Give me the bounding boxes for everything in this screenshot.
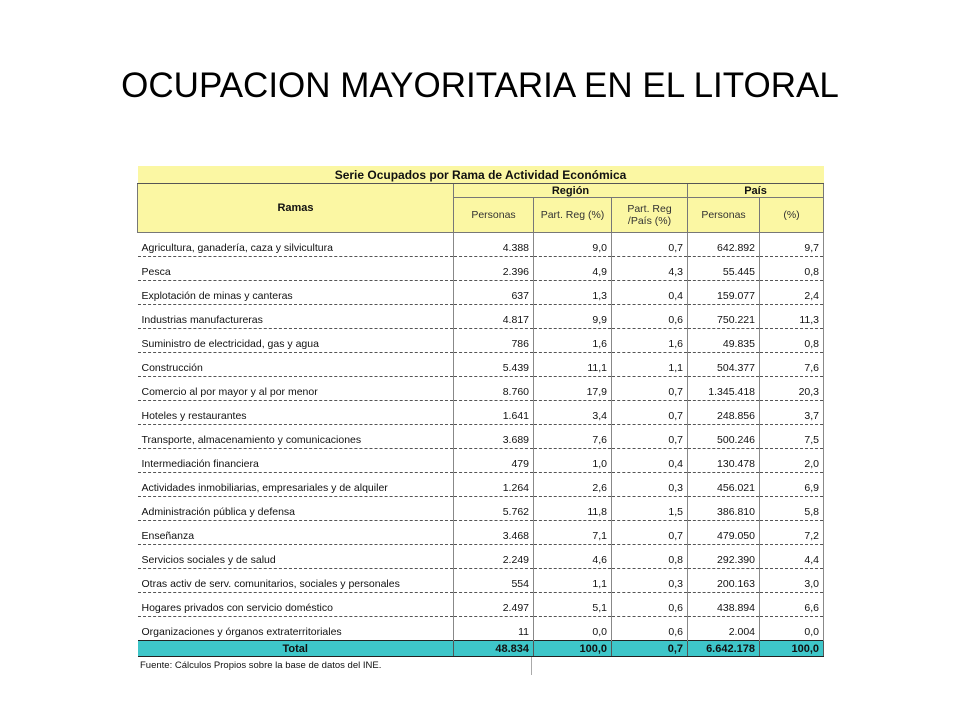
table-row — [138, 305, 824, 329]
part-pais-cell: 0,7 — [612, 425, 688, 449]
header-region: Región — [454, 184, 688, 198]
part-pais-cell: 0,7 — [612, 401, 688, 425]
rama-cell: Suministro de electricidad, gas y agua — [138, 329, 454, 353]
total-pais-pct: 100,0 — [760, 641, 824, 657]
pais-pct-cell: 11,3 — [760, 305, 824, 329]
part-pais-cell: 0,6 — [612, 617, 688, 641]
part-reg-cell: 17,9 — [534, 377, 612, 401]
total-row — [138, 641, 824, 657]
part-reg-cell: 4,9 — [534, 257, 612, 281]
table-row — [138, 497, 824, 521]
part-reg-cell: 2,6 — [534, 473, 612, 497]
table-row — [138, 569, 824, 593]
part-reg-cell: 11,1 — [534, 353, 612, 377]
pais-personas-cell: 292.390 — [688, 545, 760, 569]
personas-cell: 3.689 — [454, 425, 534, 449]
rama-cell: Hoteles y restaurantes — [138, 401, 454, 425]
total-part-pais: 0,7 — [612, 641, 688, 657]
rama-cell: Otras activ de serv. comunitarios, sociales y personales — [138, 569, 454, 593]
pais-pct-cell: 0,8 — [760, 257, 824, 281]
personas-cell: 2.249 — [454, 545, 534, 569]
subheader-pais-pct: (%) — [760, 198, 824, 233]
table-row — [138, 425, 824, 449]
personas-cell: 637 — [454, 281, 534, 305]
pais-pct-cell: 3,7 — [760, 401, 824, 425]
personas-cell: 11 — [454, 617, 534, 641]
part-pais-cell: 1,5 — [612, 497, 688, 521]
table-row — [138, 281, 824, 305]
table-row — [138, 617, 824, 641]
rama-cell: Administración pública y defensa — [138, 497, 454, 521]
pais-personas-cell: 130.478 — [688, 449, 760, 473]
pais-personas-cell: 456.021 — [688, 473, 760, 497]
pais-pct-cell: 6,9 — [760, 473, 824, 497]
personas-cell: 5.762 — [454, 497, 534, 521]
table-caption: Serie Ocupados por Rama de Actividad Económica — [138, 166, 824, 184]
pais-personas-cell: 500.246 — [688, 425, 760, 449]
subheader-part-reg: Part. Reg (%) — [534, 198, 612, 233]
total-label: Total — [138, 641, 454, 657]
table-row — [138, 473, 824, 497]
header-ramas: Ramas — [138, 184, 454, 233]
pais-pct-cell: 7,5 — [760, 425, 824, 449]
subheader-pais-personas: Personas — [688, 198, 760, 233]
pais-personas-cell: 438.894 — [688, 593, 760, 617]
personas-cell: 4.388 — [454, 233, 534, 257]
table-row — [138, 353, 824, 377]
table-row — [138, 377, 824, 401]
table-row — [138, 401, 824, 425]
table-row — [138, 593, 824, 617]
pais-pct-cell: 4,4 — [760, 545, 824, 569]
table-row — [138, 521, 824, 545]
rama-cell: Explotación de minas y canteras — [138, 281, 454, 305]
personas-cell: 5.439 — [454, 353, 534, 377]
personas-cell: 554 — [454, 569, 534, 593]
pais-personas-cell: 642.892 — [688, 233, 760, 257]
personas-cell: 2.497 — [454, 593, 534, 617]
pais-personas-cell: 55.445 — [688, 257, 760, 281]
subheader-personas: Personas — [454, 198, 534, 233]
pais-pct-cell: 9,7 — [760, 233, 824, 257]
part-pais-cell: 1,1 — [612, 353, 688, 377]
pais-personas-cell: 2.004 — [688, 617, 760, 641]
personas-cell: 479 — [454, 449, 534, 473]
rama-cell: Agricultura, ganadería, caza y silvicultura — [138, 233, 454, 257]
pais-pct-cell: 0,8 — [760, 329, 824, 353]
rama-cell: Transporte, almacenamiento y comunicaciones — [138, 425, 454, 449]
part-reg-cell: 9,0 — [534, 233, 612, 257]
pais-personas-cell: 248.856 — [688, 401, 760, 425]
total-part-reg: 100,0 — [534, 641, 612, 657]
rama-cell: Enseñanza — [138, 521, 454, 545]
part-pais-cell: 4,3 — [612, 257, 688, 281]
part-reg-cell: 11,8 — [534, 497, 612, 521]
part-reg-cell: 1,3 — [534, 281, 612, 305]
part-pais-cell: 0,6 — [612, 305, 688, 329]
part-pais-cell: 0,7 — [612, 377, 688, 401]
pais-pct-cell: 2,4 — [760, 281, 824, 305]
part-reg-cell: 5,1 — [534, 593, 612, 617]
part-pais-cell: 0,6 — [612, 593, 688, 617]
table-row — [138, 449, 824, 473]
pais-personas-cell: 386.810 — [688, 497, 760, 521]
personas-cell: 4.817 — [454, 305, 534, 329]
total-pais-personas: 6.642.178 — [688, 641, 760, 657]
pais-personas-cell: 159.077 — [688, 281, 760, 305]
pais-pct-cell: 5,8 — [760, 497, 824, 521]
part-reg-cell: 9,9 — [534, 305, 612, 329]
pais-pct-cell: 2,0 — [760, 449, 824, 473]
pais-pct-cell: 3,0 — [760, 569, 824, 593]
pais-pct-cell: 20,3 — [760, 377, 824, 401]
rama-cell: Construcción — [138, 353, 454, 377]
header-pais: País — [688, 184, 824, 198]
pais-pct-cell: 6,6 — [760, 593, 824, 617]
personas-cell: 1.264 — [454, 473, 534, 497]
part-pais-cell: 0,7 — [612, 521, 688, 545]
personas-cell: 8.760 — [454, 377, 534, 401]
part-pais-cell: 0,7 — [612, 233, 688, 257]
part-pais-cell: 0,3 — [612, 569, 688, 593]
part-reg-cell: 3,4 — [534, 401, 612, 425]
part-pais-cell: 1,6 — [612, 329, 688, 353]
rama-cell: Industrias manufactureras — [138, 305, 454, 329]
part-reg-cell: 0,0 — [534, 617, 612, 641]
part-pais-cell: 0,4 — [612, 281, 688, 305]
pais-pct-cell: 7,6 — [760, 353, 824, 377]
part-reg-cell: 1,6 — [534, 329, 612, 353]
source-note: Fuente: Cálculos Propios sobre la base de datos del INE. — [137, 657, 532, 675]
part-reg-cell: 4,6 — [534, 545, 612, 569]
part-pais-cell: 0,8 — [612, 545, 688, 569]
data-table — [137, 166, 823, 675]
personas-cell: 786 — [454, 329, 534, 353]
rama-cell: Intermediación financiera — [138, 449, 454, 473]
rama-cell: Comercio al por mayor y al por menor — [138, 377, 454, 401]
table-row — [138, 233, 824, 257]
pais-personas-cell: 1.345.418 — [688, 377, 760, 401]
part-pais-cell: 0,4 — [612, 449, 688, 473]
pais-personas-cell: 49.835 — [688, 329, 760, 353]
table-row — [138, 329, 824, 353]
pais-personas-cell: 504.377 — [688, 353, 760, 377]
part-reg-cell: 7,1 — [534, 521, 612, 545]
rama-cell: Actividades inmobiliarias, empresariales y de alquiler — [138, 473, 454, 497]
total-personas: 48.834 — [454, 641, 534, 657]
rama-cell: Pesca — [138, 257, 454, 281]
pais-pct-cell: 7,2 — [760, 521, 824, 545]
pais-pct-cell: 0,0 — [760, 617, 824, 641]
part-reg-cell: 1,0 — [534, 449, 612, 473]
subheader-part-reg-pais: Part. Reg /País (%) — [612, 198, 688, 233]
part-reg-cell: 1,1 — [534, 569, 612, 593]
pais-personas-cell: 750.221 — [688, 305, 760, 329]
rama-cell: Organizaciones y órganos extraterritoriales — [138, 617, 454, 641]
pais-personas-cell: 200.163 — [688, 569, 760, 593]
part-pais-cell: 0,3 — [612, 473, 688, 497]
rama-cell: Servicios sociales y de salud — [138, 545, 454, 569]
table-row — [138, 545, 824, 569]
rama-cell: Hogares privados con servicio doméstico — [138, 593, 454, 617]
pais-personas-cell: 479.050 — [688, 521, 760, 545]
personas-cell: 2.396 — [454, 257, 534, 281]
personas-cell: 1.641 — [454, 401, 534, 425]
personas-cell: 3.468 — [454, 521, 534, 545]
slide-title: OCUPACION MAYORITARIA EN EL LITORAL — [121, 66, 839, 105]
part-reg-cell: 7,6 — [534, 425, 612, 449]
table-row — [138, 257, 824, 281]
